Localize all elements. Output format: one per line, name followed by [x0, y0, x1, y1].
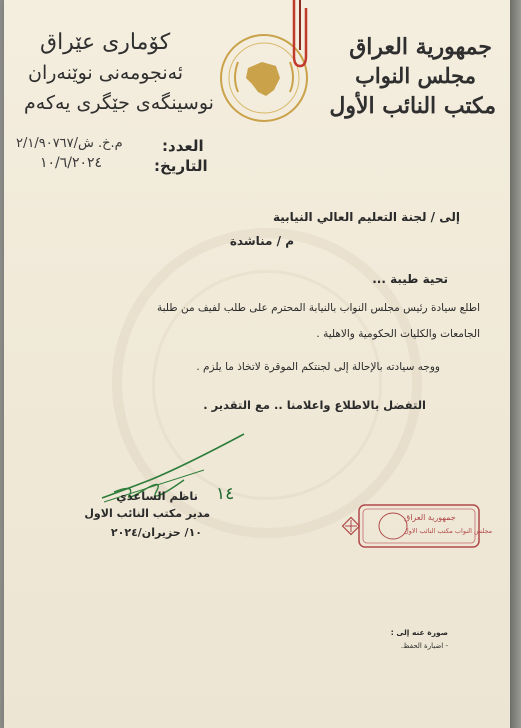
stamp-text-line-1: جمهورية العراق — [404, 513, 456, 522]
body-paragraph-2: ووجه سيادته بالإحالة إلى لجنتكم الموقرة لاتخاذ ما يلزم . — [196, 361, 440, 373]
body-paragraph-line-1: اطلع سيادة رئيس مجلس النواب بالنيابة المحترم على طلب لفيف من طلبة — [157, 302, 480, 314]
closing-line: التفضل بالاطلاع واعلامنا .. مع التقدير . — [203, 398, 426, 412]
header-kurdish-country: كۆماری عێراق — [40, 30, 171, 55]
header-council: مجلس النواب — [355, 63, 476, 88]
signature-date: ١٠/ حزيران/٢٠٢٤ — [110, 526, 202, 539]
header-kurdish-office: نوسینگەی جێگری یەکەم — [24, 92, 214, 114]
header-office: مكتب النائب الأول — [329, 93, 496, 119]
recipient-line: إلى / لجنة التعليم العالي النيابية — [272, 210, 460, 224]
date-label: التاريخ: — [154, 157, 208, 175]
header-country: جمهورية العراق — [349, 34, 492, 60]
document-page — [4, 0, 510, 728]
subject-line: م / مناشدة — [229, 234, 294, 248]
page-edge-shadow — [510, 0, 521, 728]
header-kurdish-council: ئەنجومەنی نوێنەران — [28, 62, 184, 84]
reference-number-label: العدد: — [162, 137, 204, 155]
paper-clip-icon — [288, 0, 312, 70]
signature-number: ١٤ — [216, 484, 235, 504]
body-paragraph-line-2: الجامعات والكليات الحكومية والاهلية . — [316, 328, 480, 340]
stamp-text-line-2: مجلس النواب مكتب النائب الاول — [404, 527, 493, 535]
copy-to-label: صورة عنه إلى : — [390, 628, 448, 637]
office-stamp — [341, 503, 481, 549]
date-value: ١٠/٦/٢٠٢٤ — [40, 155, 103, 171]
signatory-title: مدير مكتب النائب الاول — [84, 507, 210, 520]
greeting-line: تحية طيبة ... — [372, 272, 448, 286]
signatory-name: ناظم الساعدي — [116, 489, 198, 503]
reference-number-value: م.خ. ش/٢/١/٩٠٧٦٧ — [16, 136, 123, 151]
archive-note: - اضبارة الحفظ. — [400, 642, 448, 650]
